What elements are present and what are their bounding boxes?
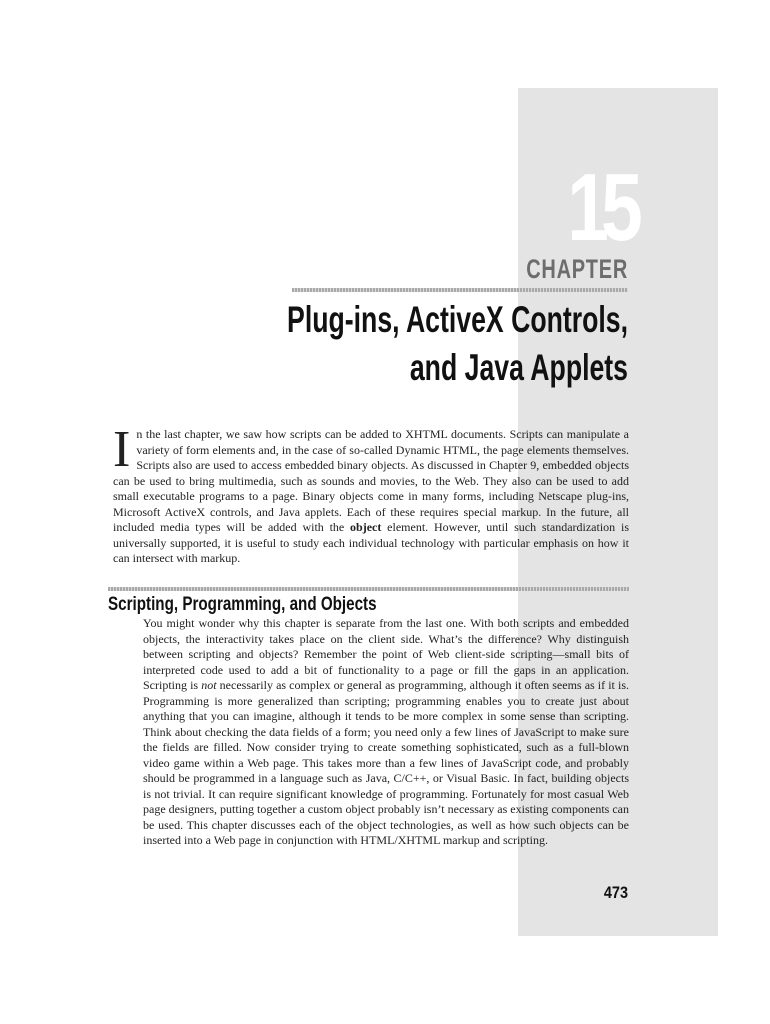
section-text-start: You might wonder why this chapter is separate from the last one. With both scripts and embedded objects, the interactivity takes place on the client side. What’s the difference? Why distinguish between scripting and objects? Remember the point of Web client-side scripting—small bits of interpreted code used to add a bit of functionality to a page or fill the gaps in an application. Scripting is [143,616,629,692]
chapter-number: 15 [567,154,635,261]
emphasis-not: not [201,678,217,692]
chapter-label: CHAPTER [526,254,628,284]
section-heading: Scripting, Programming, and Objects [108,594,377,615]
drop-cap: I [113,421,131,478]
page-number: 473 [603,883,628,902]
chapter-title-line-2: and Java Applets [409,347,628,388]
section-divider [108,587,629,591]
object-element-term: object [350,520,382,534]
intro-paragraph [113,421,629,567]
intro-text-end: element. However, until such standardization is universally supported, it is useful to study each individual technology with particular emphasis on how it can intersect with markup. [113,520,629,565]
chapter-title-line-1: Plug-ins, ActiveX Controls, [287,299,628,340]
chapter-divider [292,288,628,292]
intro-text-start: n the last chapter, we saw how scripts can be added to XHTML documents. Scripts can manipulate a variety of form elements and, in the case of so-called Dynamic HTML, the page elements themselves. Scripts also are used to access embedded binary objects. As discussed in Chapter 9, embedded objects can be used to bring multimedia, such as sounds and movies, to the Web. They also can be used to add small executable programs to a page. Binary objects come in many forms, including Netscape plug-ins, Microsoft ActiveX controls, and Java applets. Each of these requires special markup. In the future, all included media types will be added with the [113,427,629,534]
section-body-paragraph [143,616,629,849]
section-text-end: necessarily as complex or general as programming, although it often seems as if it is. Programming is more generalized than scripting; programming enables you to create just about anything that you can imagine, although it tends to be more complex in some sense than scripting. Think about checking the data fields of a form; you need only a few lines of JavaScript to make sure the fields are filled. Now consider trying to create something sophisticated, such as a full-blown video game within a Web page. This takes more than a few lines of JavaScript code, and probably should be programmed in a language such as Java, C/C++, or Visual Basic. In fact, building objects is not trivial. It can require significant knowledge of programming. Fortunately for most casual Web page designers, putting together a custom object probably isn’t necessary as existing components can be used. This chapter discusses each of the object technologies, as well as how such objects can be inserted into a Web page in conjunction with HTML/XHTML markup and scripting. [143,678,629,847]
